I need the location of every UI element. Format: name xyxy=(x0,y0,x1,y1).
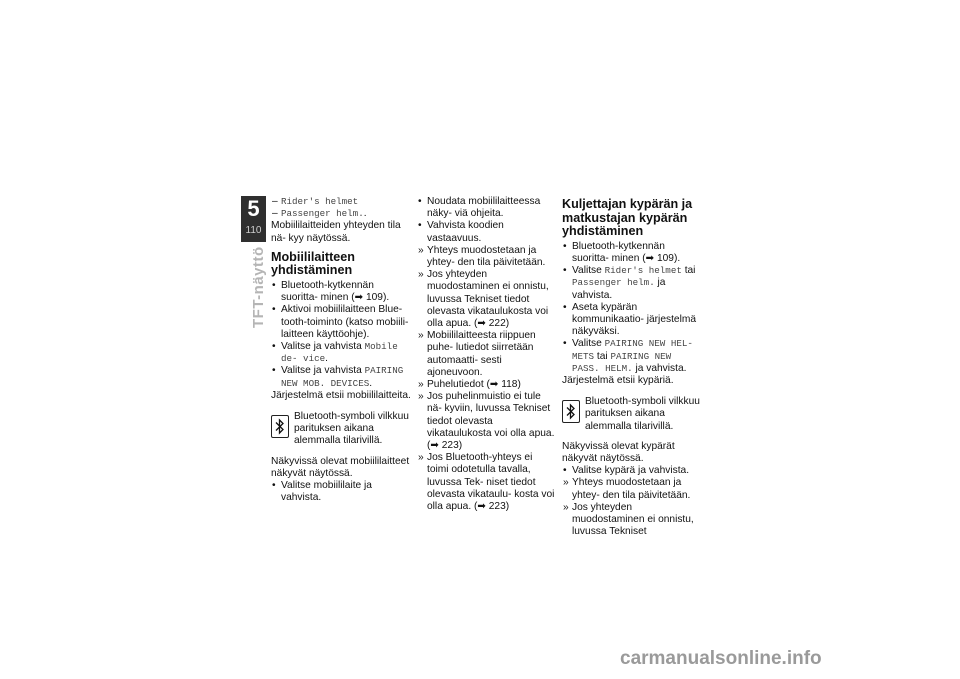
note-text: Bluetooth-symboli vilkkuu parituksen aikana alemmalla tilarivillä. xyxy=(294,411,409,447)
bullet-item: • Valitse Rider's helmet tai Passenger helm. ja vahvista. xyxy=(563,265,696,301)
paragraph: Näkyvissä olevat kypärät näkyvät näytössä. xyxy=(562,440,675,465)
bullet-item: • Valitse ja vahvista Mobile de- vice. xyxy=(272,341,398,365)
bluetooth-icon xyxy=(271,415,289,438)
column-2 xyxy=(417,196,556,513)
bullet-item: • Aseta kypärän kommunikaatio- järjestelmä näkyväksi. xyxy=(563,301,696,338)
chapter-number: 5 xyxy=(247,196,260,221)
page-number: 110 xyxy=(245,225,262,236)
column-3 xyxy=(562,196,702,538)
note-text: Bluetooth-symboli vilkkuu parituksen aikana alemmalla tilarivillä. xyxy=(585,396,700,432)
bullet-item: • Valitse mobiililaite ja vahvista. xyxy=(272,480,372,504)
chapter-tab xyxy=(241,196,266,242)
paragraph: Järjestelmä etsii kypäriä. xyxy=(562,375,674,387)
dash-item: – Rider's helmet xyxy=(272,196,359,207)
bullet-item: • Bluetooth-kytkennän suoritta- minen (➡ 109). xyxy=(563,240,681,264)
result-item: » Jos puhelinmuistio ei tule nä- kyviin, luvussa Tekniset tiedot olevasta vikataulukosta voi olla apua. (➡ 223) xyxy=(418,391,555,452)
column-1 xyxy=(271,196,411,504)
result-item: » Puhelutiedot (➡ 118) xyxy=(418,379,521,391)
result-item: » Yhteys muodostetaan ja yhtey- den tila päivitetään. xyxy=(563,477,691,501)
paragraph: Näkyvissä olevat mobiililaitteet näkyvät näytössä. xyxy=(271,455,410,479)
result-item: » Yhteys muodostetaan ja yhtey- den tila päivitetään. xyxy=(418,244,546,269)
bullet-item: • Vahvista koodien vastaavuus. xyxy=(418,220,504,244)
section-heading: Mobiililaitteen yhdistäminen xyxy=(271,249,355,278)
bullet-item: • Valitse ja vahvista PAIRING NEW MOB. DEVICES. xyxy=(272,365,404,389)
result-item: » Mobiililaitteesta riippuen puhe- lutiedot siirretään automaatti- sesti ajoneuvoon. xyxy=(418,330,536,378)
bluetooth-icon xyxy=(562,400,580,423)
watermark: carmanualsonline.info xyxy=(620,648,822,669)
bullet-item: • Aktivoi mobiililaitteen Blue- tooth-toiminto (katso mobiili- laitteen käyttöohje). xyxy=(272,304,409,340)
result-item: » Jos yhteyden muodostaminen ei onnistu, luvussa Tekniset tiedot olevasta vikataulukosta voi olla apua. (➡ 222) xyxy=(418,269,549,330)
note-block xyxy=(271,410,411,448)
result-item: » Jos Bluetooth-yhteys ei toimi odotetulla tavalla, luvussa Tek- niset tiedot olevasta vikataulu- kosta voi olla apua. (➡ 223) xyxy=(418,452,555,513)
note-block xyxy=(562,395,702,433)
bullet-item: • Valitse kypärä ja vahvista. xyxy=(563,465,690,477)
bullet-item: • Valitse PAIRING NEW HEL- METS tai PAIRING NEW PASS. HELM. ja vahvista. xyxy=(563,338,693,374)
paragraph: Järjestelmä etsii mobiililaitteita. xyxy=(271,389,411,401)
result-item: » Jos yhteyden muodostaminen ei onnistu, luvussa Tekniset xyxy=(563,501,694,538)
bullet-item: • Bluetooth-kytkennän suoritta- minen (➡ 109). xyxy=(272,280,390,304)
section-heading: Kuljettajan kypärän ja matkustajan kypärän yhdistäminen xyxy=(562,197,693,239)
section-title-vertical: TFT-näyttö xyxy=(250,246,267,328)
dash-item: – Passenger helm.. xyxy=(272,208,367,220)
paragraph: Mobiililaitteiden yhteyden tila nä- kyy näytössä. xyxy=(271,220,401,244)
bullet-item: • Noudata mobiililaitteessa näky- viä ohjeita. xyxy=(418,196,541,220)
